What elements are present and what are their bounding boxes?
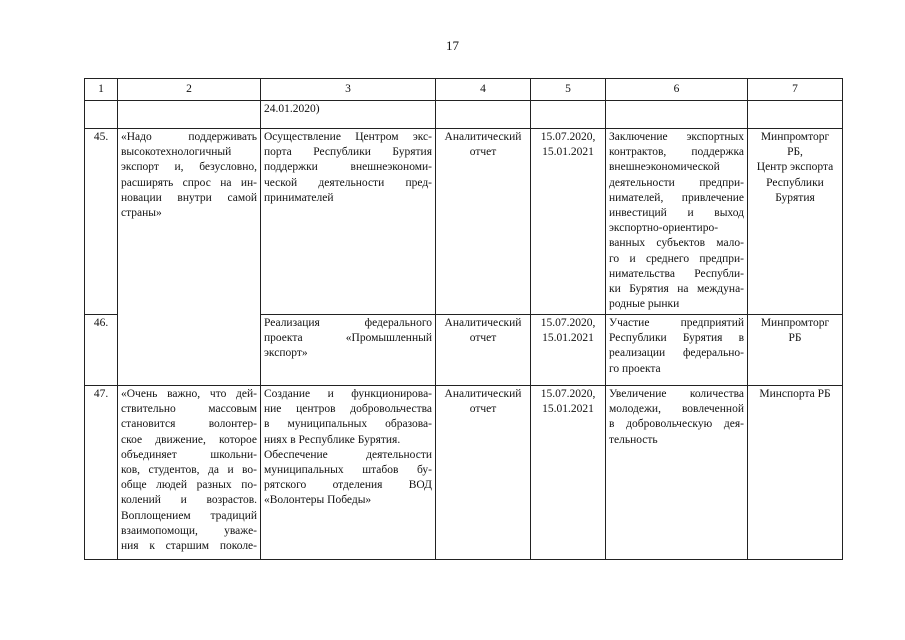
measure-line: ческой деятельности пред- bbox=[264, 176, 432, 189]
result-line: нимателей, привлечение bbox=[609, 191, 744, 204]
quote-line: «Надо поддерживать bbox=[121, 131, 257, 143]
quote-line: ков, студентов, да и во- bbox=[121, 464, 257, 477]
header-cell: 1 bbox=[85, 79, 118, 101]
result-cell bbox=[606, 129, 748, 315]
date-line: 15.01.2021 bbox=[542, 332, 594, 345]
quote-line: ния к старшим поколе- bbox=[121, 540, 257, 553]
quote-line: ствительно массовым bbox=[121, 403, 257, 416]
result-cell bbox=[606, 315, 748, 386]
result-line: Участие предприятий bbox=[609, 317, 744, 329]
doc-type-cell: Аналитический отчет bbox=[436, 129, 531, 315]
quote-line: «Очень важно, что дей- bbox=[121, 388, 257, 400]
table-row-45 bbox=[85, 129, 843, 315]
date-line: 15.07.2020, bbox=[540, 317, 596, 329]
responsible-cell bbox=[748, 129, 843, 315]
measure-line: Создание и функционирова- bbox=[264, 388, 432, 400]
result-line: экспортно-ориентиро- bbox=[609, 222, 719, 235]
responsible-line: РБ bbox=[788, 332, 802, 345]
quote-line: становится волонтер- bbox=[121, 418, 257, 431]
header-cell: 2 bbox=[118, 79, 261, 101]
doc-type-cell: Аналитический отчет bbox=[436, 386, 531, 560]
result-line: инвестиций и выход bbox=[609, 207, 744, 220]
measure-line: проекта «Промышленный bbox=[264, 332, 432, 345]
measure-cell: 24.01.2020) bbox=[261, 101, 436, 129]
table-header-row bbox=[85, 79, 843, 101]
date-line: 15.01.2021 bbox=[542, 146, 594, 159]
result-line: ванных субъектов мало- bbox=[609, 237, 744, 250]
quote-line: страны» bbox=[121, 207, 162, 220]
measure-line: Осуществление Центром экс- bbox=[264, 131, 432, 143]
measures-table bbox=[84, 78, 843, 560]
table-row-47 bbox=[85, 386, 843, 560]
quote-line: расширять спрос на ин- bbox=[121, 176, 257, 189]
result-line: нимательства Республи- bbox=[609, 267, 744, 280]
page-number: 17 bbox=[446, 38, 459, 53]
result-line: контрактов, поддержка bbox=[609, 146, 744, 159]
result-line: го и среднего предпри- bbox=[609, 252, 744, 265]
result-line: деятельности предпри- bbox=[609, 176, 744, 189]
measure-line: поддержки внешнеэкономи- bbox=[264, 161, 432, 174]
responsible-line: Центр экспорта bbox=[756, 161, 834, 174]
responsible-line: Минпромторг bbox=[760, 317, 830, 329]
result-cell bbox=[606, 386, 748, 560]
measure-line: Реализация федерального bbox=[264, 317, 432, 329]
responsible-cell bbox=[748, 315, 843, 386]
measure-cell bbox=[261, 315, 436, 386]
quote-line: экспорт и, безусловно, bbox=[121, 161, 257, 174]
quote-line: обще людей разных по- bbox=[121, 479, 257, 492]
row-number: 47. bbox=[85, 386, 118, 560]
dates-cell bbox=[531, 129, 606, 315]
measure-line: ниях в Республике Бурятия. bbox=[264, 433, 401, 446]
table-row-continuation bbox=[85, 101, 843, 129]
result-line: Увеличение количества bbox=[609, 388, 744, 400]
quote-line: объединяет школьни- bbox=[121, 448, 257, 461]
quote-line: взаимопомощи, уваже- bbox=[121, 524, 257, 537]
result-line: родные рынки bbox=[609, 298, 680, 311]
quote-cell bbox=[118, 386, 261, 560]
result-line: молодежи, вовлеченной bbox=[609, 403, 744, 416]
date-line: 15.01.2021 bbox=[542, 403, 594, 416]
responsible-cell bbox=[748, 386, 843, 560]
result-line: в добровольческую дея- bbox=[609, 418, 744, 431]
measure-line: «Волонтеры Победы» bbox=[264, 494, 372, 507]
result-line: го проекта bbox=[609, 362, 661, 375]
responsible-line: Минпромторг bbox=[760, 131, 830, 143]
row-number: 46. bbox=[85, 315, 118, 386]
date-line: 15.07.2020, bbox=[540, 131, 596, 143]
measure-line: Обеспечение деятельности bbox=[264, 448, 432, 461]
measure-line: принимателей bbox=[264, 191, 334, 204]
dates-cell bbox=[531, 386, 606, 560]
measure-cell bbox=[261, 386, 436, 560]
quote-line: новации внутри самой bbox=[121, 191, 257, 204]
header-cell: 5 bbox=[531, 79, 606, 101]
quote-line: Воплощением традиций bbox=[121, 509, 257, 522]
measure-line: экспорт» bbox=[264, 347, 308, 360]
result-line: ки Бурятия на междуна- bbox=[609, 283, 744, 296]
doc-type-cell: Аналитический отчет bbox=[436, 315, 531, 386]
measure-line: муниципальных штабов бу- bbox=[264, 464, 432, 477]
header-cell: 3 bbox=[261, 79, 436, 101]
quote-line: ское движение, которое bbox=[121, 433, 257, 446]
row-number: 45. bbox=[85, 129, 118, 315]
responsible-line: Республики bbox=[766, 176, 824, 189]
result-line: Заключение экспортных bbox=[609, 131, 744, 143]
measure-line: в муниципальных образова- bbox=[264, 418, 432, 431]
header-cell: 7 bbox=[748, 79, 843, 101]
header-cell: 4 bbox=[436, 79, 531, 101]
responsible-line: Бурятия bbox=[775, 191, 815, 204]
measure-line: ние центров добровольчества bbox=[264, 403, 432, 416]
measure-line: порта Республики Бурятия bbox=[264, 146, 432, 159]
result-line: внешнеэкономической bbox=[609, 161, 720, 174]
quote-cell bbox=[118, 129, 261, 386]
dates-cell bbox=[531, 315, 606, 386]
header-cell: 6 bbox=[606, 79, 748, 101]
result-line: реализации федерально- bbox=[609, 347, 744, 360]
measure-cell bbox=[261, 129, 436, 315]
result-line: Республики Бурятия в bbox=[609, 332, 744, 345]
responsible-line: Минспорта РБ bbox=[759, 388, 831, 400]
measure-line: рятского отделения ВОД bbox=[264, 479, 432, 492]
quote-line: колений и возрастов. bbox=[121, 494, 257, 507]
responsible-line: РБ, bbox=[787, 146, 803, 159]
quote-line: высокотехнологичный bbox=[121, 146, 232, 159]
date-line: 15.07.2020, bbox=[540, 388, 596, 400]
result-line: тельность bbox=[609, 433, 658, 446]
